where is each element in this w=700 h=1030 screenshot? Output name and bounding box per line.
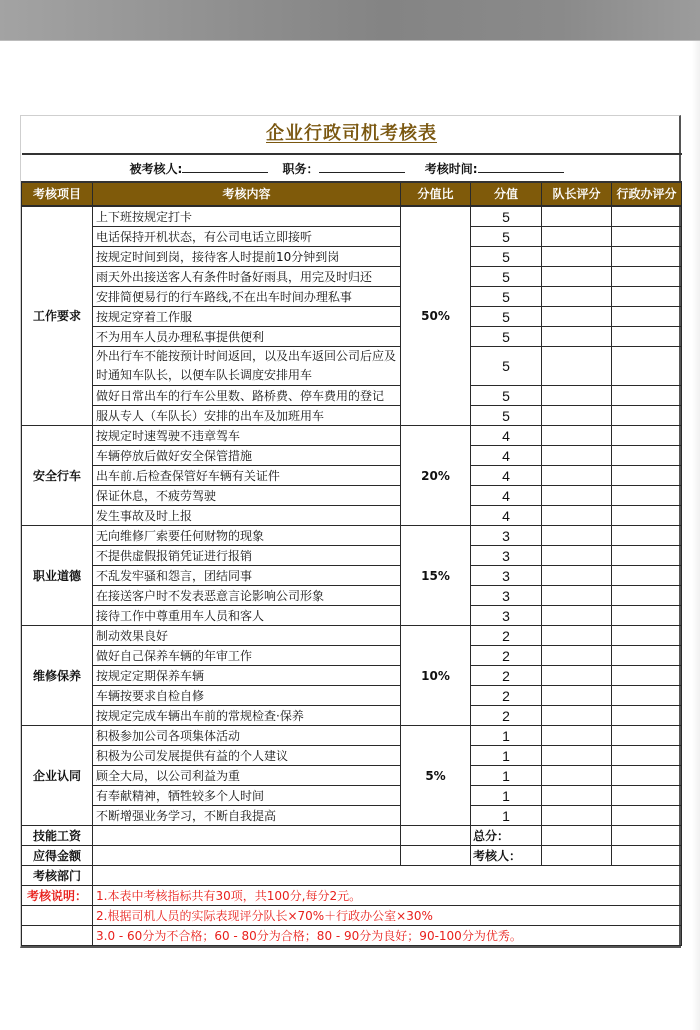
captain-score-input[interactable] <box>542 766 612 786</box>
score-cell: 5 <box>471 247 542 267</box>
criterion-text: 按规定穿着工作服 <box>93 307 401 327</box>
table-row <box>22 446 682 466</box>
header-content: 考核内容 <box>93 182 401 206</box>
assessor-label: 考核人： <box>471 846 542 866</box>
admin-score-input[interactable] <box>612 406 682 426</box>
admin-score-input[interactable] <box>612 646 682 666</box>
table-row <box>22 526 682 546</box>
total-captain-field[interactable] <box>542 826 612 846</box>
captain-score-input[interactable] <box>542 586 612 606</box>
criterion-text: 在接送客户时不发表恶意言论影响公司形象 <box>93 586 401 606</box>
captain-score-input[interactable] <box>542 606 612 626</box>
admin-score-input[interactable] <box>612 766 682 786</box>
score-cell: 3 <box>471 526 542 546</box>
total-admin-field[interactable] <box>612 826 682 846</box>
table-row <box>22 486 682 506</box>
captain-score-input[interactable] <box>542 287 612 307</box>
table-row <box>22 327 682 347</box>
total-label: 总分： <box>471 826 542 846</box>
score-cell: 5 <box>471 406 542 426</box>
criterion-text: 保证休息，不疲劳驾驶 <box>93 486 401 506</box>
table-row <box>22 626 682 646</box>
table-row <box>22 726 682 746</box>
table-row <box>22 426 682 446</box>
score-cell: 5 <box>471 227 542 247</box>
table-row <box>22 766 682 786</box>
table-row <box>22 786 682 806</box>
header-score: 分值 <box>471 182 542 206</box>
captain-score-input[interactable] <box>542 446 612 466</box>
notes-spacer-2 <box>22 906 93 926</box>
captain-score-input[interactable] <box>542 506 612 526</box>
admin-score-input[interactable] <box>612 606 682 626</box>
captain-score-input[interactable] <box>542 347 612 386</box>
category-cell: 维修保养 <box>22 626 93 726</box>
department-label: 考核部门 <box>22 866 93 886</box>
criterion-text: 按规定完成车辆出车前的常规检查·保养 <box>93 706 401 726</box>
criterion-text: 外出行车不能按预计时间返回，以及出车返回公司后应及时通知车队长，以便车队长调度安排用车 <box>93 347 401 386</box>
captain-score-input[interactable] <box>542 646 612 666</box>
table-row <box>22 706 682 726</box>
skill-wage-label: 技能工资 <box>22 826 93 846</box>
table-row <box>22 546 682 566</box>
admin-score-input[interactable] <box>612 806 682 826</box>
score-cell: 5 <box>471 347 542 386</box>
admin-score-input[interactable] <box>612 746 682 766</box>
admin-score-input[interactable] <box>612 466 682 486</box>
admin-score-input[interactable] <box>612 287 682 307</box>
title-cell <box>22 116 682 154</box>
criterion-text: 电话保持开机状态，有公司电话立即接听 <box>93 227 401 247</box>
score-cell: 3 <box>471 586 542 606</box>
criterion-text: 不提供虚假报销凭证进行报销 <box>93 546 401 566</box>
score-cell: 4 <box>471 486 542 506</box>
note-line-2: 2.根据司机人员的实际表现评分队长×70%＋行政办公室×30% <box>93 906 682 926</box>
captain-score-input[interactable] <box>542 686 612 706</box>
score-cell: 2 <box>471 686 542 706</box>
table-row <box>22 806 682 826</box>
admin-score-input[interactable] <box>612 347 682 386</box>
criterion-text: 无向维修厂索要任何财物的现象 <box>93 526 401 546</box>
amount-due-field[interactable] <box>93 846 401 866</box>
admin-score-input[interactable] <box>612 726 682 746</box>
note-line-1: 1.本表中考核指标共有30项，共100分,每分2元。 <box>93 886 682 906</box>
criterion-text: 制动效果良好 <box>93 626 401 646</box>
captain-score-input[interactable] <box>542 526 612 546</box>
category-cell: 工作要求 <box>22 206 93 426</box>
admin-score-input[interactable] <box>612 247 682 267</box>
captain-score-input[interactable] <box>542 666 612 686</box>
score-cell: 2 <box>471 706 542 726</box>
table-row <box>22 646 682 666</box>
admin-score-input[interactable] <box>612 506 682 526</box>
criterion-text: 雨天外出接送客人有条件时备好雨具，用完及时归还 <box>93 267 401 287</box>
captain-score-input[interactable] <box>542 206 612 227</box>
skill-wage-extra[interactable] <box>401 826 471 846</box>
table-row <box>22 347 682 386</box>
score-cell: 2 <box>471 666 542 686</box>
criterion-text: 按规定时速驾驶不违章驾车 <box>93 426 401 446</box>
category-cell: 企业认同 <box>22 726 93 826</box>
table-row <box>22 466 682 486</box>
assessor-admin-field[interactable] <box>612 846 682 866</box>
weight-cell: 10% <box>401 626 471 726</box>
header-category: 考核项目 <box>22 182 93 206</box>
score-cell: 2 <box>471 626 542 646</box>
captain-score-input[interactable] <box>542 406 612 426</box>
score-cell: 4 <box>471 446 542 466</box>
criterion-text: 不乱发牢骚和怨言，团结同事 <box>93 566 401 586</box>
admin-score-input[interactable] <box>612 526 682 546</box>
table-row <box>22 247 682 267</box>
admin-score-input[interactable] <box>612 586 682 606</box>
header-captain-score: 队长评分 <box>542 182 612 206</box>
criterion-text: 服从专人（车队长）安排的出车及加班用车 <box>93 406 401 426</box>
score-cell: 1 <box>471 746 542 766</box>
score-cell: 5 <box>471 206 542 227</box>
top-banner <box>0 0 700 41</box>
score-cell: 1 <box>471 766 542 786</box>
admin-score-input[interactable] <box>612 267 682 287</box>
captain-score-input[interactable] <box>542 786 612 806</box>
score-cell: 5 <box>471 327 542 347</box>
criterion-text: 发生事故及时上报 <box>93 506 401 526</box>
admin-score-input[interactable] <box>612 206 682 227</box>
captain-score-input[interactable] <box>542 546 612 566</box>
header-admin-score: 行政办评分 <box>612 182 682 206</box>
admin-score-input[interactable] <box>612 546 682 566</box>
score-cell: 4 <box>471 426 542 446</box>
score-cell: 5 <box>471 287 542 307</box>
assessment-sheet <box>20 115 681 948</box>
score-cell: 1 <box>471 726 542 746</box>
criterion-text: 安排简便易行的行车路线,不在出车时间办理私事 <box>93 287 401 307</box>
score-cell: 5 <box>471 386 542 406</box>
weight-cell: 20% <box>401 426 471 526</box>
criterion-text: 顾全大局，以公司利益为重 <box>93 766 401 786</box>
table-row <box>22 746 682 766</box>
admin-score-input[interactable] <box>612 786 682 806</box>
table-row <box>22 287 682 307</box>
position-field[interactable] <box>319 160 405 173</box>
note-line-3: 3.0 - 60分为不合格；60 - 80分为合格；80 - 90分为良好；90-100分为优秀。 <box>93 926 682 946</box>
criterion-text: 车辆按要求自检自修 <box>93 686 401 706</box>
criterion-text: 有奉献精神，牺牲较多个人时间 <box>93 786 401 806</box>
time-label: 考核时间: <box>424 162 478 176</box>
captain-score-input[interactable] <box>542 626 612 646</box>
captain-score-input[interactable] <box>542 267 612 287</box>
assessment-table <box>21 116 682 946</box>
notes-label: 考核说明： <box>22 886 93 906</box>
captain-score-input[interactable] <box>542 227 612 247</box>
admin-score-input[interactable] <box>612 686 682 706</box>
admin-score-input[interactable] <box>612 426 682 446</box>
table-row <box>22 386 682 406</box>
admin-score-input[interactable] <box>612 227 682 247</box>
score-cell: 3 <box>471 566 542 586</box>
info-row <box>22 154 682 182</box>
admin-score-input[interactable] <box>612 626 682 646</box>
table-row <box>22 267 682 287</box>
time-field[interactable] <box>478 160 564 173</box>
criterion-text: 积极参加公司各项集体活动 <box>93 726 401 746</box>
captain-score-input[interactable] <box>542 327 612 347</box>
table-row <box>22 686 682 706</box>
admin-score-input[interactable] <box>612 307 682 327</box>
weight-cell: 50% <box>401 206 471 426</box>
captain-score-input[interactable] <box>542 426 612 446</box>
skill-wage-field[interactable] <box>93 826 401 846</box>
category-cell: 职业道德 <box>22 526 93 626</box>
department-field[interactable] <box>93 866 682 886</box>
assessor-captain-field[interactable] <box>542 846 612 866</box>
captain-score-input[interactable] <box>542 706 612 726</box>
admin-score-input[interactable] <box>612 706 682 726</box>
weight-cell: 5% <box>401 726 471 826</box>
captain-score-input[interactable] <box>542 486 612 506</box>
score-cell: 4 <box>471 506 542 526</box>
score-cell: 2 <box>471 646 542 666</box>
amount-due-extra[interactable] <box>401 846 471 866</box>
table-row <box>22 566 682 586</box>
table-row <box>22 586 682 606</box>
admin-score-input[interactable] <box>612 666 682 686</box>
score-cell: 1 <box>471 806 542 826</box>
examinee-label: 被考核人: <box>129 162 183 176</box>
table-row <box>22 506 682 526</box>
score-cell: 3 <box>471 546 542 566</box>
score-cell: 3 <box>471 606 542 626</box>
table-row <box>22 307 682 327</box>
amount-due-label: 应得金额 <box>22 846 93 866</box>
page-edge <box>692 41 700 1030</box>
captain-score-input[interactable] <box>542 746 612 766</box>
criterion-text: 上下班按规定打卡 <box>93 206 401 227</box>
admin-score-input[interactable] <box>612 327 682 347</box>
table-row <box>22 227 682 247</box>
score-cell: 1 <box>471 786 542 806</box>
captain-score-input[interactable] <box>542 566 612 586</box>
captain-score-input[interactable] <box>542 466 612 486</box>
captain-score-input[interactable] <box>542 386 612 406</box>
table-row <box>22 206 682 227</box>
captain-score-input[interactable] <box>542 247 612 267</box>
examinee-field[interactable] <box>182 160 268 173</box>
criterion-text: 做好日常出车的行车公里数、路桥费、停车费用的登记 <box>93 386 401 406</box>
criterion-text: 按规定定期保养车辆 <box>93 666 401 686</box>
criterion-text: 按规定时间到岗，接待客人时提前10分钟到岗 <box>93 247 401 267</box>
table-row <box>22 406 682 426</box>
table-header <box>22 182 682 206</box>
score-cell: 5 <box>471 307 542 327</box>
admin-score-input[interactable] <box>612 566 682 586</box>
category-cell: 安全行车 <box>22 426 93 526</box>
criterion-text: 积极为公司发展提供有益的个人建议 <box>93 746 401 766</box>
table-row <box>22 666 682 686</box>
criterion-text: 出车前.后检查保管好车辆有关证件 <box>93 466 401 486</box>
admin-score-input[interactable] <box>612 446 682 466</box>
score-cell: 5 <box>471 267 542 287</box>
table-row <box>22 606 682 626</box>
captain-score-input[interactable] <box>542 307 612 327</box>
admin-score-input[interactable] <box>612 386 682 406</box>
header-weight: 分值比 <box>401 182 471 206</box>
admin-score-input[interactable] <box>612 486 682 506</box>
weight-cell: 15% <box>401 526 471 626</box>
position-label: 职务： <box>282 162 319 176</box>
score-cell: 4 <box>471 466 542 486</box>
captain-score-input[interactable] <box>542 806 612 826</box>
criterion-text: 接待工作中尊重用车人员和客人 <box>93 606 401 626</box>
captain-score-input[interactable] <box>542 726 612 746</box>
page-title: 企业行政司机考核表 <box>266 123 437 144</box>
criterion-text: 不断增强业务学习，不断自我提高 <box>93 806 401 826</box>
criterion-text: 做好自己保养车辆的年审工作 <box>93 646 401 666</box>
criterion-text: 车辆停放后做好安全保管措施 <box>93 446 401 466</box>
criterion-text: 不为用车人员办理私事提供便利 <box>93 327 401 347</box>
notes-spacer-3 <box>22 926 93 946</box>
